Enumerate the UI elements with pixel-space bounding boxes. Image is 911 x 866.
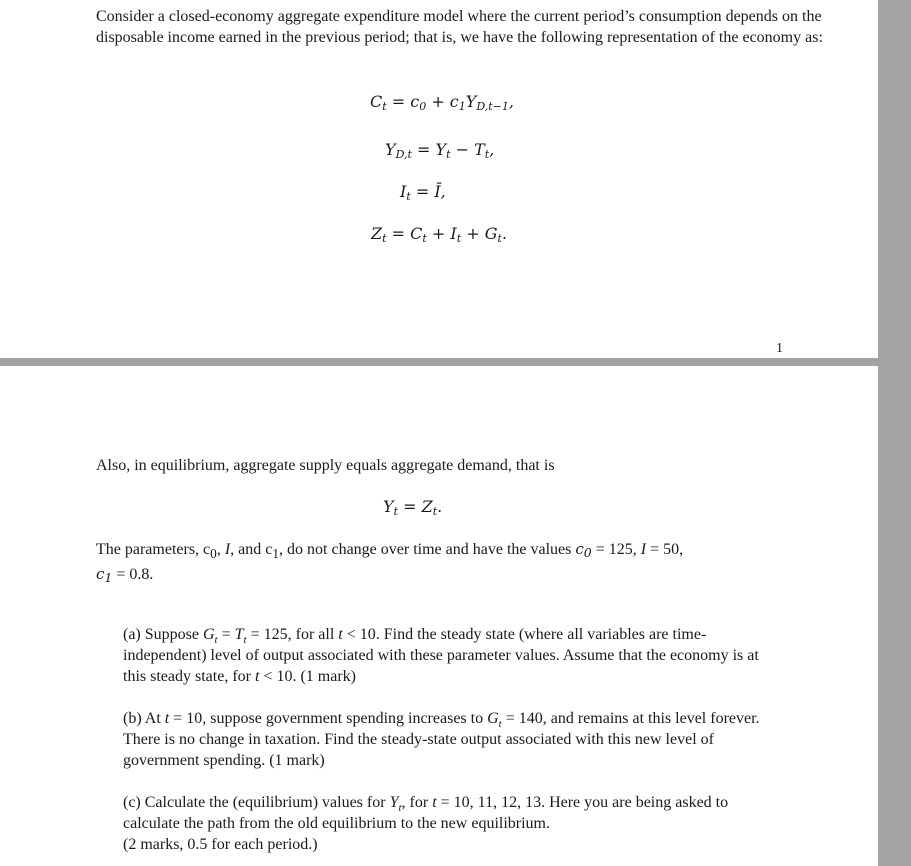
page-number: 1 (776, 341, 783, 356)
equilibrium-paragraph: Also, in equilibrium, aggregate supply equals aggregate demand, that is (96, 457, 555, 474)
equation-equilibrium: $Y_t = Z_t$. (383, 497, 443, 518)
question-b: (b) At t = 10, suppose government spending increases to $G_t = 140$, and remains at this level forever. There is no change in taxation. Find the steady-state output associated with this new level of government spending. (1 mark) (123, 710, 760, 769)
intro-paragraph: Consider a closed-economy aggregate expenditure model where the current period’s consumption depends on the disposable income earned in the previous period; that is, we have the following representation of the economy as: (96, 8, 823, 46)
equation-consumption: $C_t = c_0 + c_1Y_{D,t-1}$, (370, 92, 514, 113)
question-c: (c) Calculate the (equilibrium) values for $Y_t$, for t = 10, 11, 12, 13. Here you are being asked to calculate the path from the old equilibrium to the new equilibrium. (2 marks, 0.5 for each period.) (123, 794, 729, 853)
viewer-gutter (878, 0, 911, 866)
question-a: (a) Suppose $G_t = T_t = 125$, for all t < 10. Find the steady state (where all variables are time-independent) level of output associated with these parameter values. Assume that the economy is at this steady state, for t < 10. (1 mark) (123, 626, 759, 685)
equation-disposable-income: $Y_{D,t} = Y_t - T_t$, (385, 140, 495, 161)
equation-investment: $I_t$ = Ī, (400, 182, 446, 203)
equation-demand: $Z_t = C_t + I_t + G_t$. (371, 224, 508, 245)
document-page-2 (0, 366, 878, 866)
parameters-paragraph: The parameters, $c_0$, I, and $c_1$, do not change over time and have the values $c_0 = 125$, I = 50, $c_1 = 0.8$. (96, 540, 684, 586)
document-page-1 (0, 0, 878, 358)
page-separator (0, 358, 878, 366)
